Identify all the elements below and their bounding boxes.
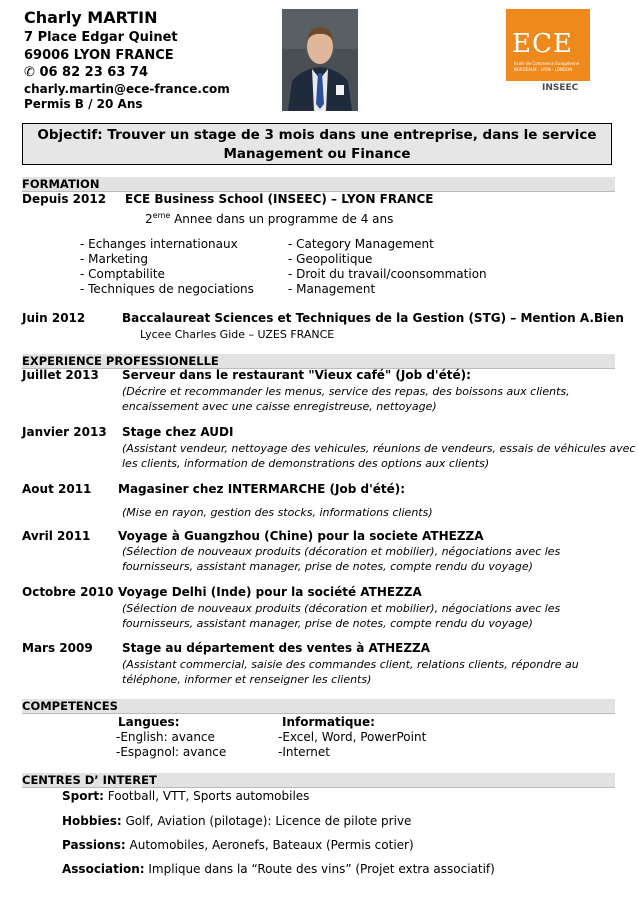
exp-desc: les clients, information de demonstrations des options aux clients) <box>122 457 490 470</box>
exp-date: Octobre 2010 <box>22 585 114 599</box>
exp-desc: (Assistant commercial, saisie des commandes client, relations clients, répondre au <box>122 658 579 671</box>
exp-title: Stage au département des ventes à ATHEZZA <box>122 641 431 655</box>
logo-text: ECE <box>512 29 573 59</box>
course-right-1: - Category Management <box>288 237 434 251</box>
exp-date: Aout 2011 <box>22 482 92 496</box>
course-right-2: - Geopolitique <box>288 252 373 266</box>
logo-cities: BORDEAUX - LYON - LONDON <box>514 67 573 72</box>
city-line: 69006 LYON FRANCE <box>24 48 174 63</box>
candidate-name: Charly MARTIN <box>24 8 158 27</box>
exp-desc: (Assistant vendeur, nettoyage des vehicules, réunions de vendeurs, essais de véhicules avec <box>122 442 636 455</box>
course-left-1: - Echanges internationaux <box>80 237 238 251</box>
formation-title-2: Baccalaureat Sciences et Techniques de la Gestion (STG) – Mention A.Bien <box>122 311 624 325</box>
course-left-4: - Techniques de negociations <box>80 282 254 296</box>
exp-desc: (Mise en rayon, gestion des stocks, informations clients) <box>122 506 433 519</box>
exp-desc: téléphone, informer et renseigner les clients) <box>122 673 372 686</box>
exp-title: Voyage à Guangzhou (Chine) pour la societe ATHEZZA <box>118 529 484 543</box>
exp-title: Stage chez AUDI <box>122 425 234 439</box>
it-skill-item: -Excel, Word, PowerPoint <box>278 730 427 744</box>
phone-icon: ✆ <box>24 65 35 80</box>
logo-brand: INSEEC <box>542 83 579 93</box>
section-experience: EXPERIENCE PROFESSIONELLE <box>22 354 615 369</box>
address-line: 7 Place Edgar Quinet <box>24 30 178 45</box>
it-skills-title: Informatique: <box>282 715 375 729</box>
section-formation: FORMATION <box>22 177 615 192</box>
exp-title: Magasiner chez INTERMARCHE (Job d'été): <box>118 482 406 496</box>
course-right-3: - Droit du travail/coonsommation <box>288 267 487 281</box>
objective-line-2: Management ou Finance <box>223 146 411 162</box>
interest-sport: Sport: Football, VTT, Sports automobiles <box>62 789 310 803</box>
email-line: charly.martin@ece-france.com <box>24 82 230 96</box>
course-left-2: - Marketing <box>80 252 148 266</box>
logo-subtitle: Ecole de Commerce Européenne <box>514 61 580 66</box>
exp-title: Serveur dans le restaurant "Vieux café" (Job d'été): <box>122 368 471 382</box>
languages-title: Langues: <box>118 715 180 729</box>
exp-date: Mars 2009 <box>22 641 93 655</box>
exp-desc: fournisseurs, assistant manager, prise de notes, compte rendu du voyage) <box>122 560 533 573</box>
exp-desc: (Décrire et recommander les menus, service des repas, des boissons aux clients, <box>122 385 570 398</box>
license-line: Permis B / 20 Ans <box>24 97 143 111</box>
exp-title: Voyage Delhi (Inde) pour la société ATHEZZA <box>118 585 422 599</box>
formation-school-1: ECE Business School (INSEEC) – LYON FRANCE <box>125 192 434 206</box>
interest-passions: Passions: Automobiles, Aeronefs, Bateaux (Permis cotier) <box>62 838 414 852</box>
exp-date: Janvier 2013 <box>22 425 107 439</box>
objective-line-1: Objectif: Trouver un stage de 3 mois dans une entreprise, dans le service <box>37 127 597 143</box>
exp-desc: (Sélection de nouveaux produits (décoration et mobilier), négociations avec les <box>122 602 561 615</box>
exp-desc: (Sélection de nouveaux produits (décoration et mobilier), négociations avec les <box>122 545 561 558</box>
course-left-3: - Comptabilite <box>80 267 165 281</box>
interest-association: Association: Implique dans la “Route des vins” (Projet extra associatif) <box>62 862 495 876</box>
language-item: -English: avance <box>116 730 215 744</box>
language-item: -Espagnol: avance <box>116 745 227 759</box>
exp-date: Juillet 2013 <box>22 368 99 382</box>
formation-school-2: Lycee Charles Gide – UZES FRANCE <box>140 328 335 341</box>
phone-line <box>24 64 148 81</box>
formation-detail-1: 2eme Annee dans un programme de 4 ans <box>145 211 394 226</box>
section-interests: CENTRES D’ INTERET <box>22 773 615 788</box>
profile-photo <box>282 9 358 111</box>
interest-hobbies: Hobbies: Golf, Aviation (pilotage): Licence de pilote prive <box>62 814 412 828</box>
exp-desc: encaissement avec une caisse enregistreuse, nettoyage) <box>122 400 437 413</box>
section-competences: COMPETENCES <box>22 699 615 714</box>
exp-date: Avril 2011 <box>22 529 91 543</box>
formation-date-1: Depuis 2012 <box>22 192 107 206</box>
exp-desc: fournisseurs, assistant manager, prise de notes, compte rendu du voyage) <box>122 617 533 630</box>
ece-logo <box>506 9 590 99</box>
it-skill-item: -Internet <box>278 745 330 759</box>
course-right-4: - Management <box>288 282 376 296</box>
objective-box <box>22 123 612 165</box>
phone-number: 06 82 23 63 74 <box>39 65 148 80</box>
formation-date-2: Juin 2012 <box>22 311 86 325</box>
